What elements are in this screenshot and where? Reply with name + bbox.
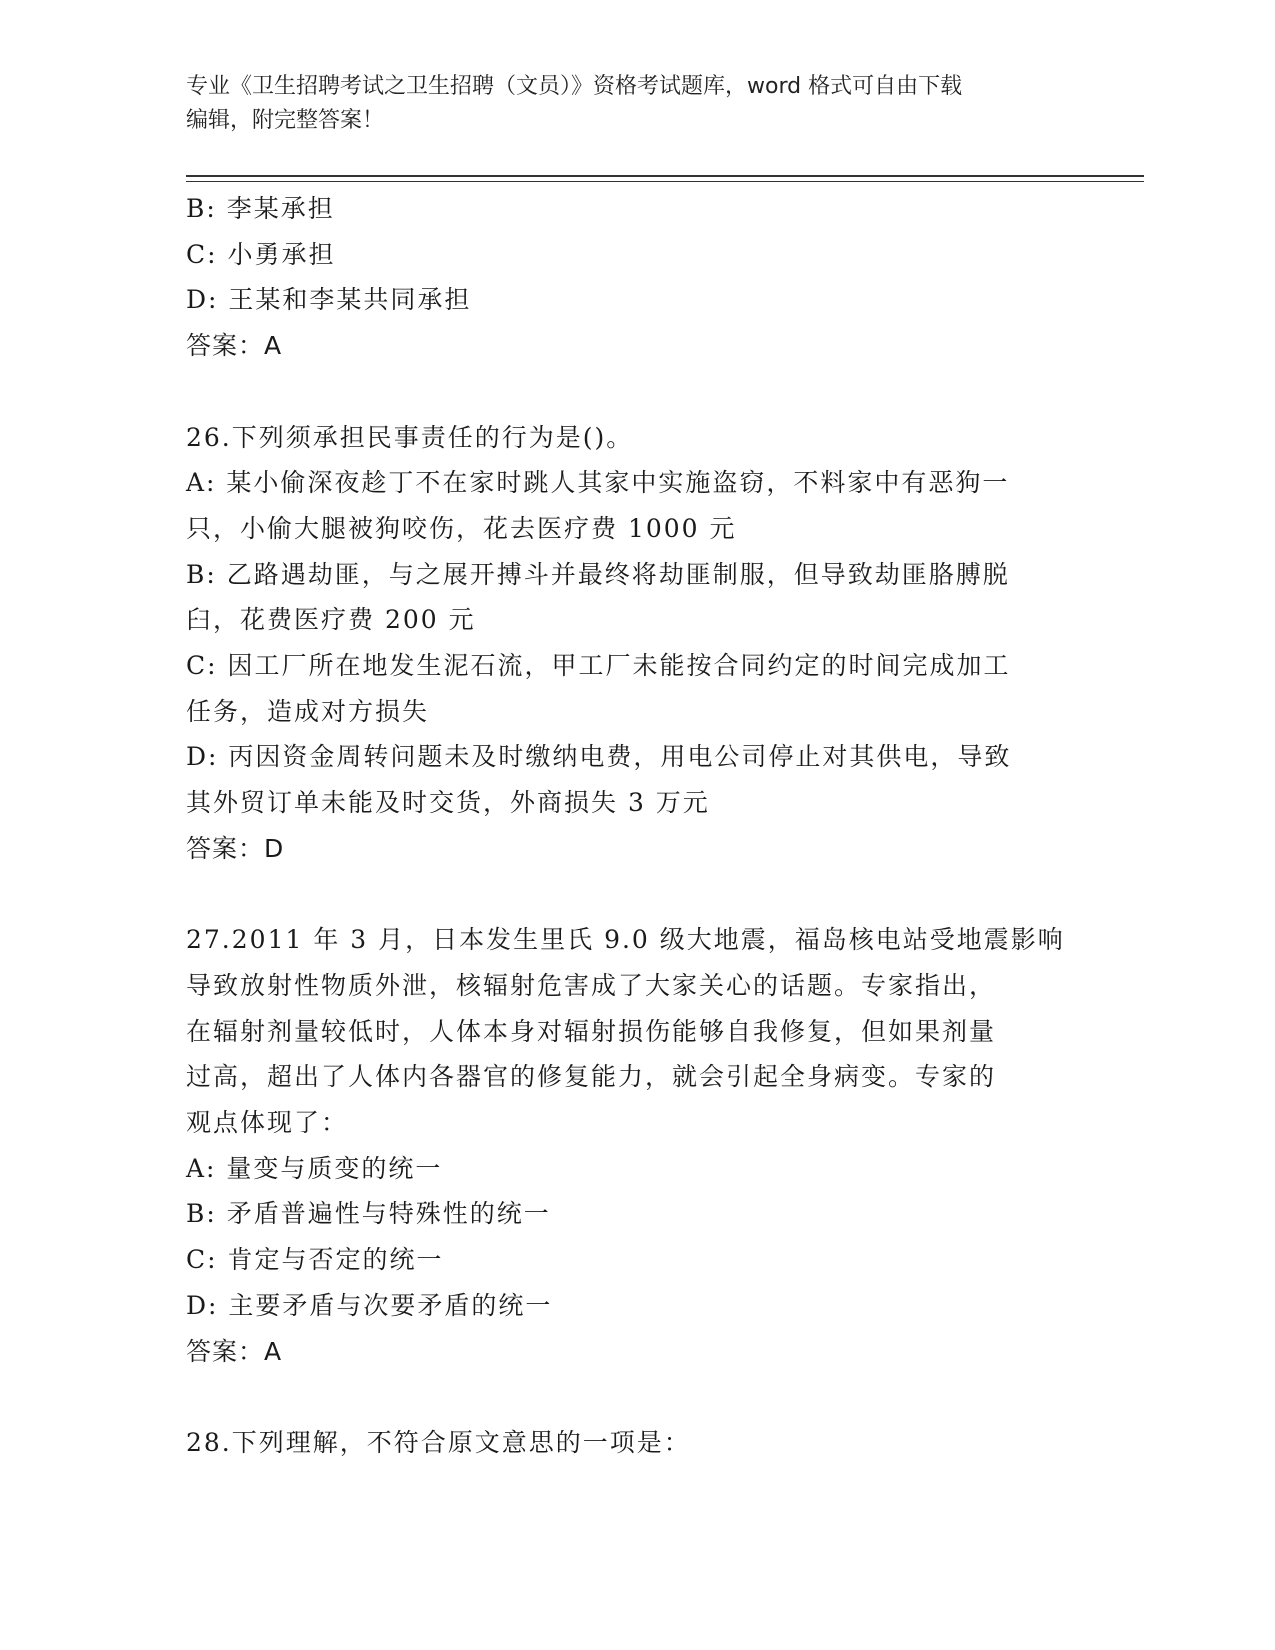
q26-option-d-line-1: D: 丙因资金周转问题未及时缴纳电费，用电公司停止对其供电，导致 bbox=[186, 742, 1012, 772]
document-header bbox=[186, 70, 1066, 138]
q27-option-c: C: 肯定与否定的统一 bbox=[186, 1245, 444, 1275]
q26-option-b-line-2: 臼，花费医疗费 200 元 bbox=[186, 605, 476, 635]
q25-option-d: D: 王某和李某共同承担 bbox=[186, 285, 472, 315]
q27-question-line-4: 过高，超出了人体内各器官的修复能力，就会引起全身病变。专家的 bbox=[186, 1062, 997, 1092]
header-divider-thin bbox=[186, 181, 1144, 182]
q27-question-line-3: 在辐射剂量较低时，人体本身对辐射损伤能够自我修复，但如果剂量 bbox=[186, 1016, 997, 1046]
q27-answer: 答案：A bbox=[186, 1336, 283, 1366]
q26-option-a-line-2: 只，小偷大腿被狗咬伤，花去医疗费 1000 元 bbox=[186, 513, 737, 543]
header-line-1: 专业《卫生招聘考试之卫生招聘（文员）》资格考试题库，word 格式可自由下载 bbox=[186, 74, 963, 99]
header-divider-thick bbox=[186, 175, 1144, 177]
spacer bbox=[186, 872, 1086, 918]
spacer bbox=[186, 1374, 1086, 1420]
spacer bbox=[186, 369, 1086, 415]
q27-question-line-1: 27.2011 年 3 月，日本发生里氏 9.0 级大地震，福岛核电站受地震影响 bbox=[186, 925, 1065, 955]
q26-option-d-line-2: 其外贸订单未能及时交货，外商损失 3 万元 bbox=[186, 788, 710, 818]
q25-option-b: B: 李某承担 bbox=[186, 194, 335, 223]
header-line-2: 编辑，附完整答案！ bbox=[186, 108, 385, 133]
q26-option-c-line-1: C: 因工厂所在地发生泥石流，甲工厂未能按合同约定的时间完成加工 bbox=[186, 651, 1011, 681]
q28-question: 28.下列理解，不符合原文意思的一项是： bbox=[186, 1427, 691, 1457]
q27-question-line-2: 导致放射性物质外泄，核辐射危害成了大家关心的话题。专家指出， bbox=[186, 970, 997, 1000]
q26-option-c-line-2: 任务，造成对方损失 bbox=[186, 696, 430, 726]
q27-option-d: D: 主要矛盾与次要矛盾的统一 bbox=[186, 1290, 553, 1320]
q26-answer: 答案：D bbox=[186, 833, 285, 863]
q26-option-b-line-1: B: 乙路遇劫匪，与之展开搏斗并最终将劫匪制服，但导致劫匪胳膊脱 bbox=[186, 559, 1010, 589]
q26-question: 26.下列须承担民事责任的行为是()。 bbox=[186, 422, 634, 452]
document-body bbox=[186, 186, 1086, 1466]
q26-option-a-line-1: A: 某小偷深夜趁丁不在家时跳人其家中实施盗窃，不料家中有恶狗一 bbox=[186, 468, 1010, 498]
q25-option-c: C: 小勇承担 bbox=[186, 239, 336, 269]
q27-question-line-5: 观点体现了： bbox=[186, 1108, 349, 1138]
q27-option-b: B: 矛盾普遍性与特殊性的统一 bbox=[186, 1199, 551, 1229]
q27-option-a: A: 量变与质变的统一 bbox=[186, 1153, 443, 1183]
q25-answer: 答案：A bbox=[186, 331, 283, 361]
